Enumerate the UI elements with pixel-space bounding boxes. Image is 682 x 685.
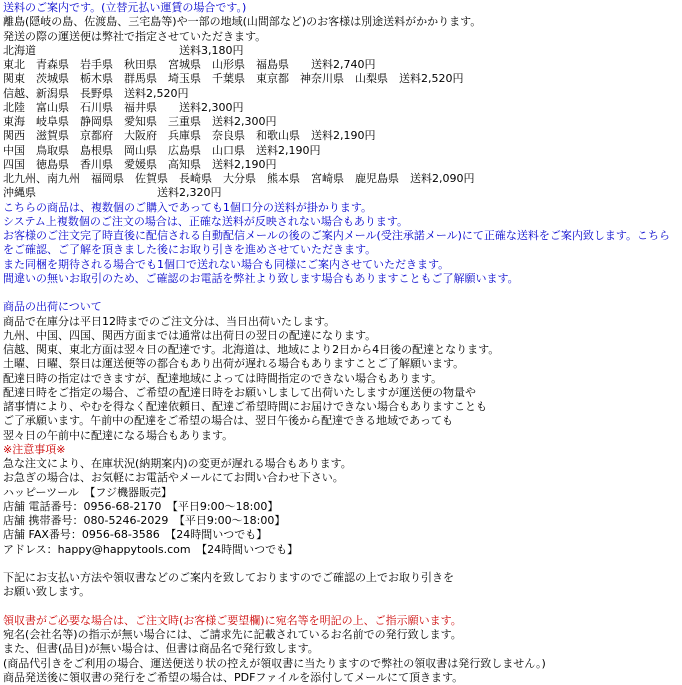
shipping-notice: お客様のご注文完了時直後に配信される自動配信メールの後のご案内メール(受注承諾メール)にて正確な送料をご案内致します。こちらをご確認、ご了解を頂きました後にお取り引きを進めさせていただきます。 xyxy=(3,229,671,257)
payment-line: 下記にお支払い方法や領収書などのご案内を致しておりますのでご確認の上でお取り引きを xyxy=(3,571,454,584)
shop-phone: 店舗 電話番号：0956-68-2170 【平日9:00～18:00】 xyxy=(3,499,279,513)
shipping-note: 発送の際の運送便は弊社で指定させていただきます。 xyxy=(3,29,267,43)
rate-shinetsu: 信越、新潟県 長野県 送料2,520円 xyxy=(3,86,189,100)
rate-chugoku: 中国 鳥取県 島根県 岡山県 広島県 山口県 送料2,190円 xyxy=(3,143,321,157)
shipping-notice: こちらの商品は、複数個のご購入であっても1個口分の送料が掛かります。 xyxy=(3,200,373,214)
caution-line: 急な注文により、在庫状況(納期案内)の変更が遅れる場合もあります。 xyxy=(3,457,352,470)
spacer xyxy=(3,600,673,614)
receipt-line: 商品発送後に領収書の発行をご希望の場合は、PDFファイルを添付してメールにて頂きます。 xyxy=(3,670,464,684)
spacer xyxy=(3,286,673,300)
rate-kansai: 関西 滋賀県 京都府 大阪府 兵庫県 奈良県 和歌山県 送料2,190円 xyxy=(3,129,376,143)
shop-name: ハッピーツール 【フジ機器販売】 xyxy=(3,485,172,499)
rate-okinawa: 沖縄県 送料2,320円 xyxy=(3,186,222,200)
rate-tohoku: 東北 青森県 岩手県 秋田県 宮城県 山形県 福島県 送料2,740円 xyxy=(3,58,376,71)
dispatch-heading: 商品の出荷について xyxy=(3,300,102,314)
shipping-notice: 間違いの無いお取引のため、ご確認のお電話を弊社より致します場合もありますこともご了解願います。 xyxy=(3,271,519,285)
dispatch-line: 諸事情により、やむを得なく配達依頼日、配達ご希望時間にお届けできない場合もありますことも xyxy=(3,400,487,413)
dispatch-line: 配達日時をご指定の場合、ご希望の配達日時をお願いしまして出荷いたしますが運送便の物量や xyxy=(3,385,476,399)
dispatch-line: 土曜、日曜、祭日は運送便等の都合もあり出荷が遅れる場合もありますことご了解願います。 xyxy=(3,357,465,371)
payment-line: お願い致します。 xyxy=(3,585,91,599)
caution-line: お急ぎの場合は、お気軽にお電話やメールにてお問い合わせ下さい。 xyxy=(3,471,344,485)
shipping-note: 離島(隠岐の島、佐渡島、三宅島等)や一部の地域(山間部など)のお客様は別途送料がかかります。 xyxy=(3,15,482,29)
rate-tokai: 東海 岐阜県 静岡県 愛知県 三重県 送料2,300円 xyxy=(3,115,277,128)
rate-kyushu: 北九州、南九州 福岡県 佐賀県 長崎県 大分県 熊本県 宮崎県 鹿児島県 送料2,090円 xyxy=(3,172,475,185)
caution-heading: ※注意事項※ xyxy=(3,442,66,456)
dispatch-line: 配達日時の指定はできますが、配達地域によっては時間指定のできない場合もあります。 xyxy=(3,371,443,385)
spacer xyxy=(3,557,673,571)
shop-email: アドレス：happy@happytools.com 【24時間いつでも】 xyxy=(3,542,299,556)
dispatch-line: 翌々日の午前中に配達になる場合もあります。 xyxy=(3,428,234,442)
rate-hokuriku: 北陸 富山県 石川県 福井県 送料2,300円 xyxy=(3,100,244,114)
dispatch-line: ご了承願います。午前中の配達をご希望の場合は、翌日午後から配達できる地域であっても xyxy=(3,414,454,428)
rate-shikoku: 四国 徳島県 香川県 愛媛県 高知県 送料2,190円 xyxy=(3,157,277,171)
dispatch-line: 九州、中国、四国、関西方面までは通常は出荷日の翌日の配達になります。 xyxy=(3,328,377,342)
rate-kanto: 関東 茨城県 栃木県 群馬県 埼玉県 千葉県 東京都 神奈川県 山梨県 送料2,520円 xyxy=(3,72,464,86)
receipt-heading: 領収書がご必要な場合は、ご注文時(お客様ご要望欄)に宛名等を明記の上、ご指示願います。 xyxy=(3,613,462,627)
contact-block xyxy=(3,486,673,557)
dispatch-line: 信越、関東、東北方面は翌々日の配達です。北海道は、地域により2日から4日後の配達となります。 xyxy=(3,343,500,356)
shipping-heading: 送料のご案内です。(立替元払い運賃の場合です。) xyxy=(3,1,247,14)
receipt-line: また、但書(品目)が無い場合は、但書は商品名で発行致します。 xyxy=(3,642,319,656)
shipping-rate-list xyxy=(3,44,673,201)
receipt-line: (商品代引きをご利用の場合、運送便送り状の控えが領収書に当たりますので弊社の領収書は発行致しません。) xyxy=(3,656,546,670)
shipping-notice: また同梱を期待される場合でも1個口で送れない場合も同様にご案内させていただきます。 xyxy=(3,257,450,271)
dispatch-line: 商品で在庫分は平日12時までのご注文分は、当日出荷いたします。 xyxy=(3,314,336,328)
receipt-line: 宛名(会社名等)の指示が無い場合には、ご請求先に記載されているお名前での発行致します。 xyxy=(3,628,462,641)
shipping-notice: システム上複数個のご注文の場合は、正確な送料が反映されない場合もあります。 xyxy=(3,214,409,228)
shop-fax: 店舗 FAX番号：0956-68-3586 【24時間いつでも】 xyxy=(3,528,268,542)
shop-mobile: 店舗 携帯番号：080-5246-2029 【平日9:00～18:00】 xyxy=(3,514,286,527)
rate-hokkaido: 北海道 送料3,180円 xyxy=(3,43,244,57)
